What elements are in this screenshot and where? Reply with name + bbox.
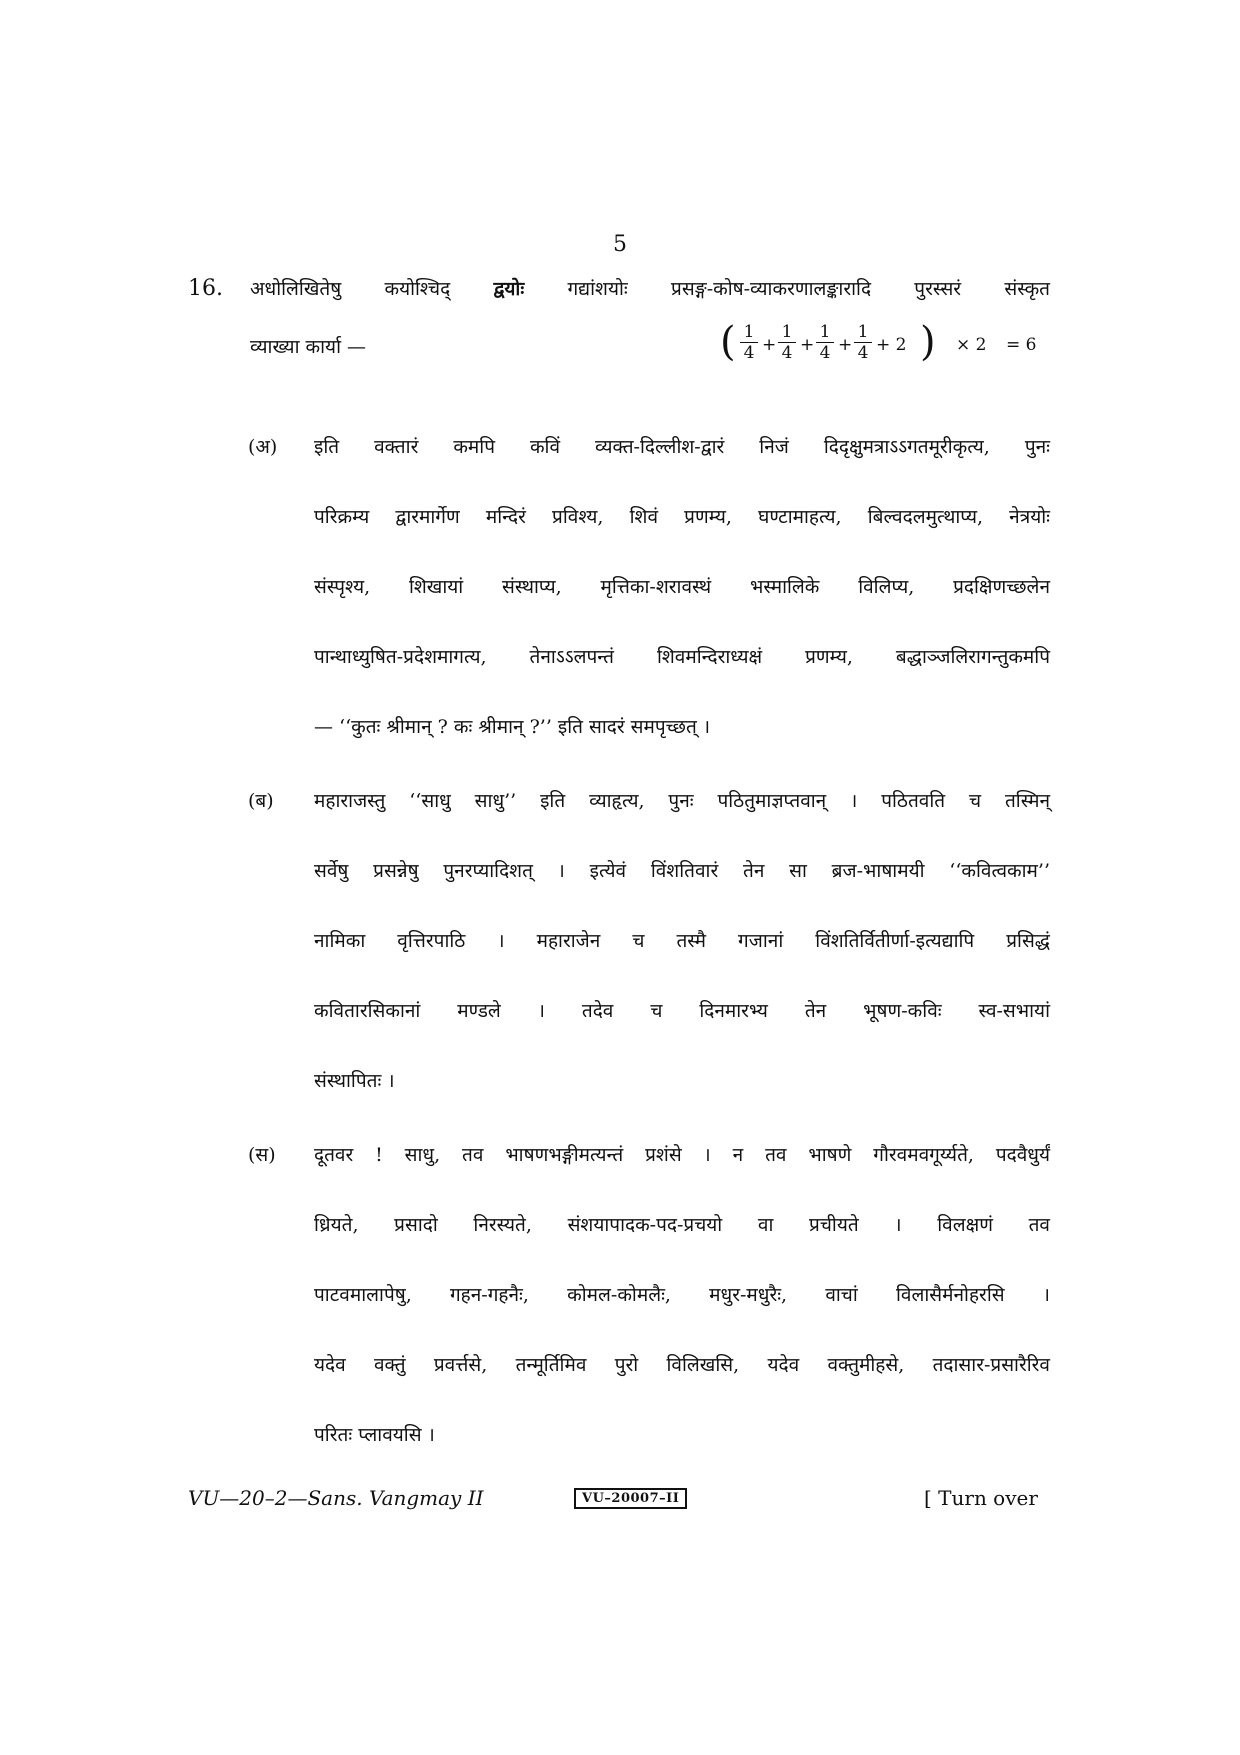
passage-c-line: ध्रियते, प्रसादो निरस्यते, संशयापादक-पद-प्रचयो वा प्रचीयते । विलक्षणं तव (314, 1214, 1050, 1236)
fraction: $\frac{1}{4}$ (740, 322, 758, 363)
passage-a-label: (अ) (248, 436, 278, 458)
footer-paper-title: VU—20–2—Sans. Vangmay II (188, 1486, 484, 1510)
question-emphasis: द्वयोः (493, 278, 525, 300)
question-instruction-line1: अधोलिखितेषु कयोश्चिद् द्वयोः गद्यांशयोः प्रसङ्ग-कोष-व्याकरणालङ्कारादि पुरस्सरं संस्कृत (250, 278, 1051, 300)
passage-a-line: — ‘‘कुतः श्रीमान् ? कः श्रीमान् ?’’ इति सादरं समपृच्छत् । (314, 716, 711, 738)
footer-paper-code: VU–20007–II (574, 1488, 687, 1509)
marks-formula: ( $\frac{1}{4}$ + $\frac{1}{4}$ + $\frac{1}{4}$ + $\frac{1}{4}$ + 2 ) × 2 = 6 (720, 319, 1037, 365)
fraction: $\frac{1}{4}$ (854, 322, 872, 363)
passage-a-line: संस्पृश्य, शिखायां संस्थाप्य, मृत्तिका-शरावस्थं भस्मालिके विलिप्य, प्रदक्षिणच्छलेन (314, 576, 1050, 598)
fraction: $\frac{1}{4}$ (816, 322, 834, 363)
page-number: 5 (613, 232, 627, 257)
passage-b-line: सर्वेषु प्रसन्नेषु पुनरप्यादिशत् । इत्येवं विंशतिवारं तेन सा ब्रज-भाषामयी ‘‘कवित्वकाम’’ (314, 860, 1050, 882)
passage-b-line: महाराजस्तु ‘‘साधु साधु’’ इति व्याहृत्य, पुनः पठितुमाज्ञप्तवान् । पठितवति च तस्मिन् (314, 790, 1050, 812)
question-instruction-line2: व्याख्या कार्या — (250, 336, 367, 358)
fraction: $\frac{1}{4}$ (778, 322, 796, 363)
passage-b-line: संस्थापितः । (314, 1070, 395, 1092)
passage-c-label: (स) (248, 1144, 276, 1166)
passage-a-line: पान्थाध्युषित-प्रदेशमागत्य, तेनाऽऽलपन्तं शिवमन्दिराध्यक्षं प्रणम्य, बद्धाञ्जलिरागन्तुकमपि (314, 646, 1050, 668)
passage-c-line: पाटवमालापेषु, गहन-गहनैः, कोमल-कोमलैः, मधुर-मधुरैः, वाचां विलासैर्मनोहरसि । (314, 1284, 1050, 1306)
passage-a-line: इति वक्तारं कमपि कविं व्यक्त-दिल्लीश-द्वारं निजं दिदृक्षुमत्राऽऽगतमूरीकृत्य, पुनः (314, 436, 1050, 458)
question-number: 16. (188, 276, 223, 301)
passage-a-line: परिक्रम्य द्वारमार्गेण मन्दिरं प्रविश्य, शिवं प्रणम्य, घण्टामाहत्य, बिल्वदलमुत्थाप्य, नेत्रयोः (314, 506, 1050, 528)
passage-c-line: परितः प्लावयसि । (314, 1424, 435, 1446)
passage-b-line: नामिका वृत्तिरपाठि । महाराजेन च तस्मै गजानां विंशतिर्वितीर्णा-इत्यद्यापि प्रसिद्धं (314, 930, 1050, 952)
passage-b-label: (ब) (248, 790, 274, 812)
turn-over-note: [ Turn over (924, 1486, 1038, 1510)
passage-b-line: कवितारसिकानां मण्डले । तदेव च दिनमारभ्य तेन भूषण-कविः स्व-सभायां (314, 1000, 1050, 1022)
close-paren: ) (920, 319, 936, 365)
passage-c-line: दूतवर ! साधु, तव भाषणभङ्गीमत्यन्तं प्रशंसे । न तव भाषणे गौरवमवगूर्य्यते, पदवैधुर्यं (314, 1144, 1050, 1166)
passage-c-line: यदेव वक्तुं प्रवर्त्तसे, तन्मूर्तिमिव पुरो विलिखसि, यदेव वक्तुमीहसे, तदासार-प्रसारैरिव (314, 1354, 1050, 1376)
open-paren: ( (720, 319, 736, 365)
